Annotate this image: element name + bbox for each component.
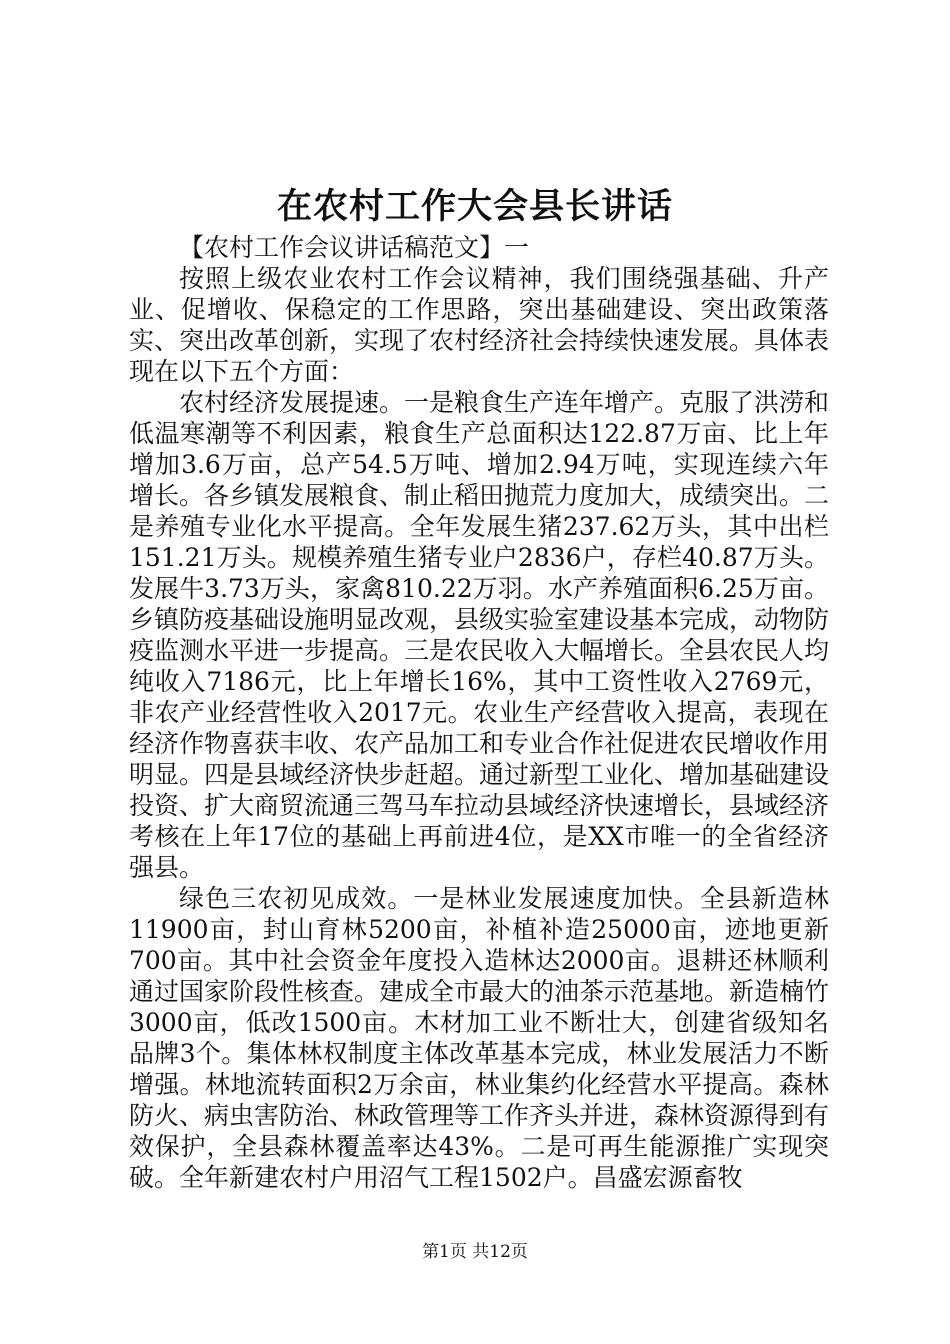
paragraph-heading: 【农村工作会议讲话稿范文】一 (179, 233, 530, 262)
document-title: 在农村工作大会县长讲话 (276, 186, 673, 227)
paragraph-green-agriculture: 绿色三农初见成效。一是林业发展速度加快。全县新造林11900亩，封山育林5200亩，补植补造25000亩，迹地更新700亩。其中社会资金年度投入造林达2000亩。退耕还林顺利通过国家阶段性核查。建成全市最大的油茶示范基地。新造楠竹3000亩，低改1500亩。木材加工业不断壮大，创建省级知名品牌3个。集体林权制度主体改革基本完成，林业发展活力不断增强。林地流转面积2万余亩，林业集约化经营水平提高。森林防火、病虫害防治、林政管理等工作齐头并进，森林资源得到有效保护，全县森林覆盖率达43%。二是可再生能源推广实现突破。全年新建农村户用沼气工程1502户。昌盛宏源畜牧 (129, 884, 830, 1192)
document-body (129, 232, 829, 1193)
paragraph-rural-economy: 农村经济发展提速。一是粮食生产连年增产。克服了洪涝和低温寒潮等不利因素，粮食生产总面积达122.87万亩、比上年增加3.6万亩，总产54.5万吨、增加2.94万吨，实现连续六年增长。各乡镇发展粮食、制止稻田抛荒力度加大，成绩突出。二是养殖专业化水平提高。全年发展生猪237.62万头，其中出栏151.21万头。规模养殖生猪专业户2836户，存栏40.87万头。发展牛3.73万头，家禽810.22万羽。水产养殖面积6.25万亩。乡镇防疫基础设施明显改观，县级实验室建设基本完成，动物防疫监测水平进一步提高。三是农民收入大幅增长。全县农民人均纯收入7186元，比上年增长16%，其中工资性收入2769元，非农产业经营性收入2017元。农业生产经营收入提高，表现在经济作物喜获丰收、农产品加工和专业合作社促进农民增收作用明显。四是县域经济快步赶超。通过新型工业化、增加基础建设投资、扩大商贸流通三驾马车拉动县域经济快速增长，县域经济考核在上年17位的基础上再前进4位，是XX市唯一的全省经济强县。 (129, 388, 830, 882)
paragraph-intro: 按照上级农业农村工作会议精神，我们围绕强基础、升产业、促增收、保稳定的工作思路，突出基础建设、突出政策落实、突出改革创新，实现了农村经济社会持续快速发展。具体表现在以下五个方面： (129, 264, 830, 386)
page-number-footer: 第1页 共12页 (422, 1242, 528, 1262)
